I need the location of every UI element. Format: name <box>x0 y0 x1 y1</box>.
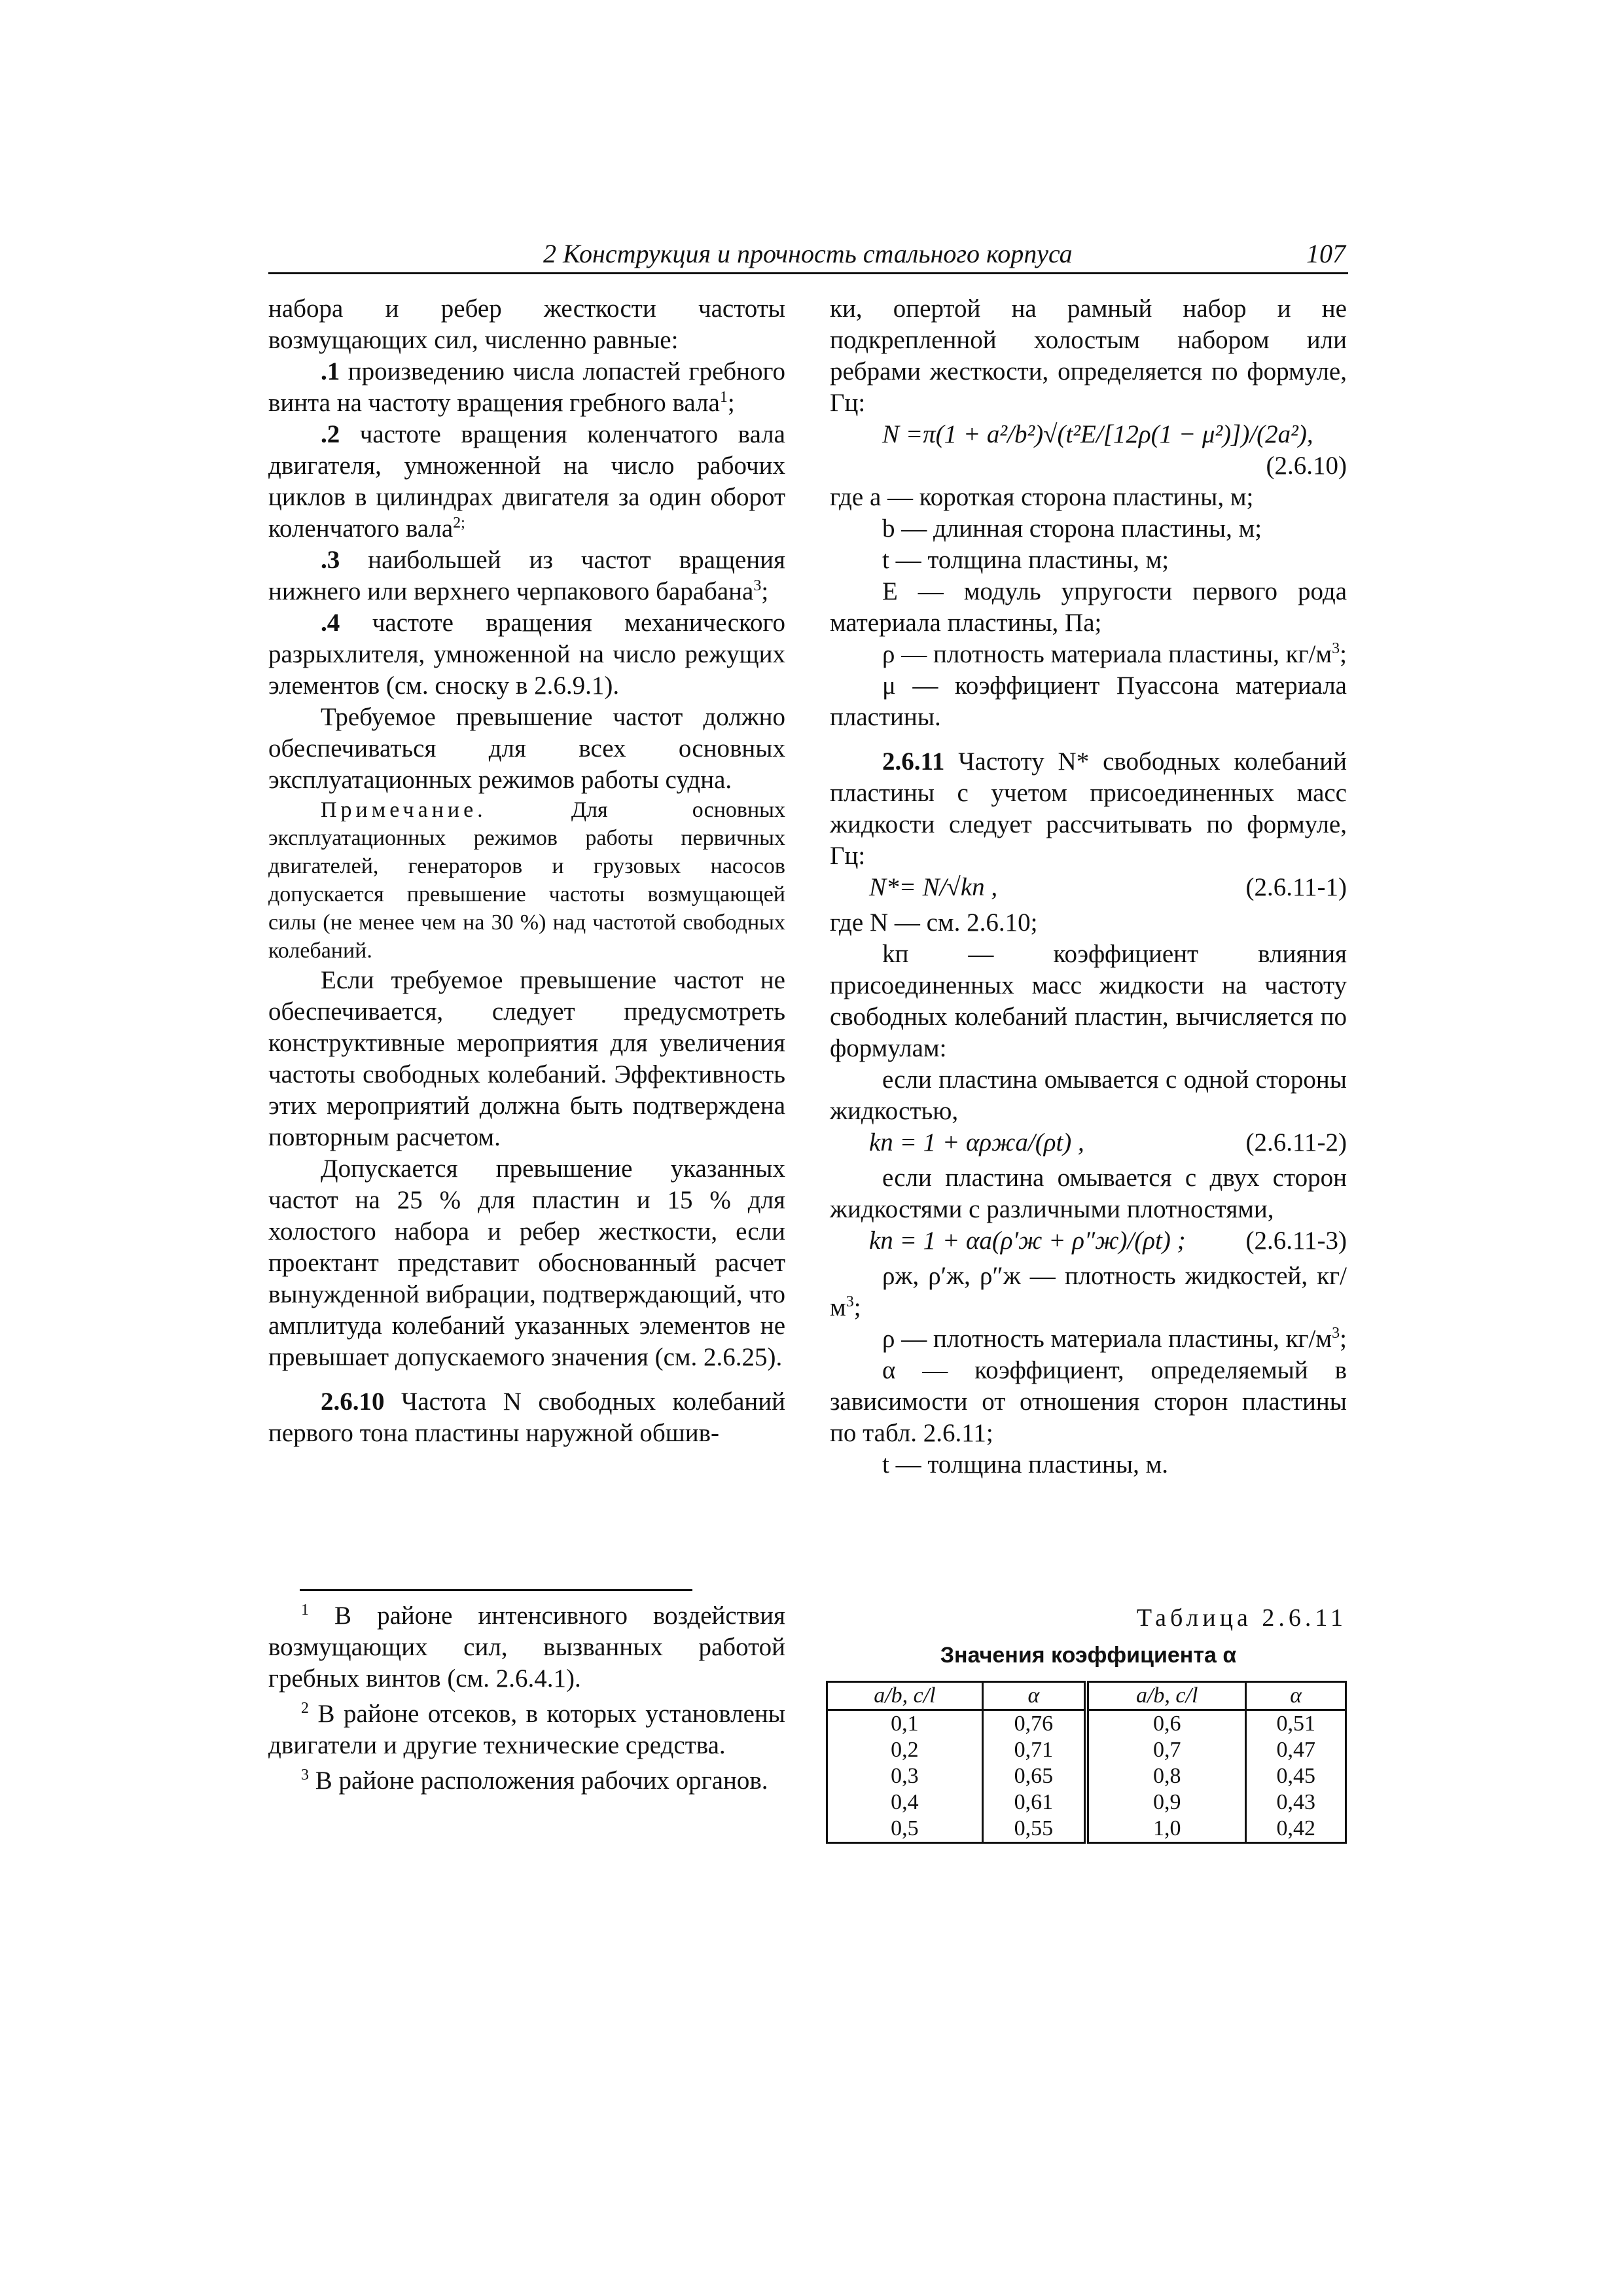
table-cell: 0,9 <box>1086 1789 1246 1816</box>
table-cell: 0,5 <box>827 1816 983 1843</box>
definition: α — коэффициент, определяемый в зависимости от отношения сторон пластины по табл. 2.6.11; <box>830 1356 1347 1447</box>
column-header: α <box>1246 1682 1346 1710</box>
section-number: 2.6.11 <box>882 747 945 776</box>
condition: если пластина омывается с двух сторон жидкостями с различными плотностями, <box>830 1164 1347 1223</box>
definition-end: ; <box>1340 1325 1347 1353</box>
table-header-row <box>827 1682 1346 1710</box>
paragraph: Допускается превышение указанных частот на 25 % для пластин и 15 % для холостого набора и ребер жесткости, если проектант представит обоснованный расчет вынужденной вибрации, подтверждающий, что амплитуда колебаний указанных элементов не превышает допускаемого значения (см. 2.6.25). <box>268 1155 785 1371</box>
item-text: наибольшей из частот вращения нижнего или верхнего черпакового барабана <box>268 546 785 605</box>
definition-end: ; <box>853 1293 861 1321</box>
right-column <box>830 293 1347 1480</box>
paragraph: Требуемое превышение частот должно обеспечиваться для всех основных эксплуатационных режимов работы судна. <box>268 703 785 794</box>
list-item-2 <box>268 419 785 545</box>
definition-end: ; <box>1340 640 1347 668</box>
table-cell: 0,6 <box>1086 1710 1246 1738</box>
list-item-1: .1 произведению числа лопастей гребного винта на частоту вращения гребного вала$^1$; <box>268 357 785 417</box>
equation-number: (2.6.10) <box>1266 452 1347 480</box>
section-text: Частота N свободных колебаний первого тона пластины наружной обшив- <box>268 1388 785 1447</box>
equation-number: (2.6.11-2) <box>1245 1128 1347 1157</box>
table-cell: 0,2 <box>827 1737 983 1763</box>
table-cell: 0,76 <box>982 1710 1086 1738</box>
footnote-text: В районе интенсивного воздействия возмущающих сил, вызванных работой гребных винтов (см. 2.6.4.1). <box>268 1602 785 1693</box>
table-cell: 0,61 <box>982 1789 1086 1816</box>
table-cell: 0,45 <box>1246 1763 1346 1789</box>
table-cell: 0,71 <box>982 1737 1086 1763</box>
superscript: 3 <box>1332 1325 1340 1342</box>
footnote-ref: 2; <box>453 514 465 531</box>
definition-text: ρ — плотность материала пластины, кг/м <box>882 1325 1332 1353</box>
definition: где N — см. 2.6.10; <box>830 908 1038 937</box>
note <box>268 796 785 965</box>
note-text: Для основных эксплуатационных режимов работы первичных двигателей, генераторов и грузовых насосов допускается превышение частоты возмущающей силы (не менее чем на 30 %) над частотой свободных колебаний. <box>268 798 785 963</box>
table-cell: 0,55 <box>982 1816 1086 1843</box>
superscript: 3 <box>1332 640 1340 657</box>
formula-2-6-11-2 <box>830 1127 1347 1162</box>
table-row <box>827 1763 1346 1789</box>
formula-2-6-11-1 <box>830 872 1347 907</box>
table-cell: 0,51 <box>1246 1710 1346 1738</box>
list-item-3: .3 наибольшей из частот вращения нижнего или верхнего черпакового барабана$^3$; <box>268 546 785 605</box>
table-cell: 0,65 <box>982 1763 1086 1789</box>
header-title: 2 Конструкция и прочность стального корпуса <box>543 239 1073 268</box>
footnote-ref: 1 <box>719 389 728 406</box>
table-title: Значения коэффициента α <box>940 1643 1237 1668</box>
left-column <box>268 293 785 1449</box>
footnote-1 <box>268 1600 785 1695</box>
formula-2-6-10: N =π(1 + a²/b²)√(t²E/[12ρ(1 − μ²)])/(2a²), <box>882 420 1313 448</box>
item-number: .2 <box>321 420 340 448</box>
table-row <box>827 1816 1346 1843</box>
paragraph: Если требуемое превышение частот не обеспечивается, следует предусмотреть конструктивные мероприятия для увеличения частоты свободных колебаний. Эффективность этих мероприятий должна быть подтверждена повторным расчетом. <box>268 966 785 1151</box>
formula-text: kп = 1 + αρжa/(ρt) , <box>869 1128 1084 1157</box>
definition <box>830 1323 1347 1355</box>
table-cell: 0,8 <box>1086 1763 1246 1789</box>
table-cell: 0,7 <box>1086 1737 1246 1763</box>
list-item-4 <box>268 607 785 702</box>
running-header <box>268 236 1348 274</box>
definition-text: ρж, ρ′ж, ρ″ж — плотность жидкостей, кг/м <box>830 1262 1347 1321</box>
footnote-text: В районе отсеков, в которых установлены двигатели и другие технические средства. <box>268 1700 785 1759</box>
footnote-2 <box>268 1698 785 1761</box>
item-text: частоте вращения коленчатого вала двигателя, умноженной на число рабочих циклов в цилиндрах двигателя за один оборот коленчатого вала <box>268 420 785 543</box>
definition: t — толщина пластины, м; <box>882 546 1169 574</box>
table-cell: 1,0 <box>1086 1816 1246 1843</box>
table-row <box>827 1737 1346 1763</box>
formula-text: kп = 1 + αa(ρ′ж + ρ″ж)/(ρt) ; <box>869 1227 1186 1255</box>
definition: t — толщина пластины, м. <box>882 1450 1169 1479</box>
column-header: a/b, c/l <box>1086 1682 1246 1710</box>
section-2-6-11 <box>830 746 1347 872</box>
paragraph: ки, опертой на рамный набор и не подкрепленной холостым набором или ребрами жесткости, определяется по формуле, Гц: <box>830 295 1347 417</box>
table-cell: 0,1 <box>827 1710 983 1738</box>
page-number: 107 <box>1306 239 1346 268</box>
item-text: произведению числа лопастей гребного винта на частоту вращения гребного вала <box>268 357 785 417</box>
definition: kп — коэффициент влияния присоединенных масс жидкости на частоту свободных колебаний пластин, вычисляется по формулам: <box>830 940 1347 1062</box>
item-text: частоте вращения механического разрыхлителя, умноженной на число режущих элементов (см. сноску в 2.6.9.1). <box>268 609 785 700</box>
formula-text: N*= N/√kп , <box>869 873 998 901</box>
footnote-number: 1 <box>301 1602 309 1619</box>
table-row <box>827 1710 1346 1738</box>
condition: если пластина омывается с одной стороны жидкостью, <box>830 1066 1347 1125</box>
footnote-ref: 3 <box>753 577 762 594</box>
table-cell: 0,3 <box>827 1763 983 1789</box>
definition <box>830 1261 1347 1323</box>
equation-number: (2.6.11-3) <box>1245 1227 1347 1255</box>
footnote-divider <box>300 1589 692 1591</box>
item-number: .3 <box>321 546 340 574</box>
definition <box>830 639 1347 670</box>
superscript: 3 <box>846 1293 854 1310</box>
column-header: α <box>982 1682 1086 1710</box>
table-cell: 0,43 <box>1246 1789 1346 1816</box>
definition: b — длинная сторона пластины, м; <box>882 514 1262 543</box>
definition-text: ρ — плотность материала пластины, кг/м <box>882 640 1332 668</box>
footnote-3 <box>268 1765 785 1797</box>
definition: μ — коэффициент Пуассона материала пластины. <box>830 672 1347 731</box>
footnote-text: В районе расположения рабочих органов. <box>309 1767 768 1795</box>
table-caption: Таблица 2.6.11 <box>1136 1604 1347 1632</box>
note-label: Примечание. <box>321 798 487 822</box>
formula-2-6-11-3 <box>830 1225 1347 1261</box>
item-number: .4 <box>321 609 340 637</box>
footnotes <box>268 1600 785 1801</box>
coefficient-table <box>826 1681 1347 1844</box>
definition: E — модуль упругости первого рода материала пластины, Па; <box>830 577 1347 637</box>
column-header: a/b, c/l <box>827 1682 983 1710</box>
table-cell: 0,4 <box>827 1789 983 1816</box>
table-cell: 0,47 <box>1246 1737 1346 1763</box>
footnote-number: 3 <box>301 1767 309 1784</box>
equation-number: (2.6.11-1) <box>1245 873 1347 901</box>
table-cell: 0,42 <box>1246 1816 1346 1843</box>
section-text: Частоту N* свободных колебаний пластины с учетом присоединенных масс жидкости следует рассчитывать по формуле, Гц: <box>830 747 1347 870</box>
footnote-number: 2 <box>301 1700 309 1717</box>
paragraph: набора и ребер жесткости частоты возмущающих сил, численно равные: <box>268 295 785 354</box>
section-2-6-10 <box>268 1386 785 1449</box>
definition: где a — короткая сторона пластины, м; <box>830 483 1254 511</box>
item-number: .1 <box>321 357 340 386</box>
table-row <box>827 1789 1346 1816</box>
section-number: 2.6.10 <box>321 1388 385 1416</box>
